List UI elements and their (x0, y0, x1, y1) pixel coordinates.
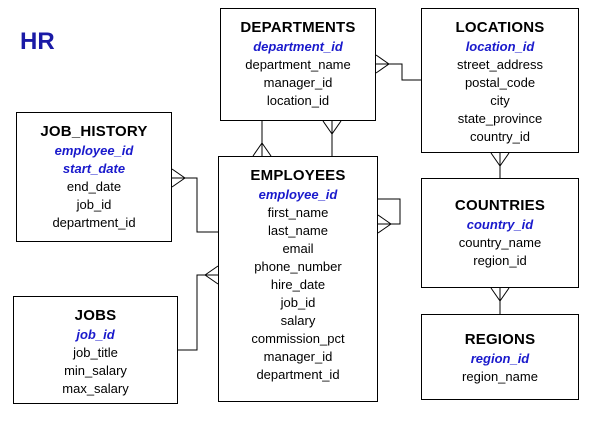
entity-departments-name: DEPARTMENTS (240, 19, 356, 36)
pk-start-date: start_date (62, 161, 126, 176)
entity-locations-name: LOCATIONS (455, 19, 545, 36)
attr-region-name: region_name (462, 369, 538, 384)
pk-department-id: department_id (253, 39, 343, 54)
attr-job-id: job_id (280, 295, 316, 310)
attr-job-title: job_title (73, 345, 118, 360)
entity-countries (421, 178, 579, 288)
attr-first-name: first_name (267, 205, 329, 220)
entity-countries-name: COUNTRIES (454, 197, 546, 214)
pk-location-id: location_id (465, 39, 535, 54)
attr-min-salary: min_salary (64, 363, 127, 378)
entity-jobs-name: JOBS (74, 307, 117, 324)
rel-employees-self (378, 199, 400, 233)
attr-end-date: end_date (66, 179, 122, 194)
entity-departments (220, 8, 376, 121)
attr-state-province: state_province (457, 111, 543, 126)
attr-phone-number: phone_number (254, 259, 342, 274)
entity-job-history-name: JOB_HISTORY (40, 123, 148, 140)
rel-countries-regions (491, 288, 509, 314)
attr-email: email (282, 241, 314, 256)
attr-manager-id: manager_id (263, 349, 333, 364)
entity-job-history (16, 112, 172, 242)
entity-employees (218, 156, 378, 402)
attr-location-id: location_id (266, 93, 330, 108)
attr-postal-code: postal_code (464, 75, 536, 90)
attr-department-name: department_name (245, 57, 351, 72)
attr-country-id: country_id (470, 129, 530, 144)
rel-employees-jobs (178, 266, 218, 350)
rel-employees-departments (253, 121, 271, 156)
attr-job-id: job_id (76, 197, 112, 212)
attr-city: city (490, 93, 510, 108)
attr-manager-id: manager_id (263, 75, 333, 90)
attr-region-id: region_id (473, 253, 527, 268)
pk-country-id: country_id (466, 217, 534, 232)
pk-region-id: region_id (470, 351, 530, 366)
entity-locations (421, 8, 579, 153)
attr-country-name: country_name (458, 235, 542, 250)
entity-regions (421, 314, 579, 400)
entity-regions-name: REGIONS (464, 331, 536, 348)
entity-employees-name: EMPLOYEES (250, 167, 346, 184)
attr-max-salary: max_salary (62, 381, 129, 396)
pk-job-id: job_id (76, 327, 115, 342)
schema-title: HR (20, 28, 55, 55)
pk-employee-id: employee_id (258, 187, 338, 202)
attr-last-name: last_name (268, 223, 328, 238)
attr-commission-pct: commission_pct (251, 331, 345, 346)
attr-salary: salary (280, 313, 316, 328)
attr-department-id: department_id (52, 215, 136, 230)
rel-jobhistory-employees (172, 169, 218, 232)
rel-departments-employees (323, 121, 341, 156)
attr-street-address: street_address (457, 57, 543, 72)
rel-locations-countries (491, 153, 509, 178)
attr-hire-date: hire_date (270, 277, 326, 292)
rel-departments-locations (376, 55, 421, 80)
pk-employee-id: employee_id (54, 143, 134, 158)
entity-jobs (13, 296, 178, 404)
attr-department-id: department_id (256, 367, 340, 382)
